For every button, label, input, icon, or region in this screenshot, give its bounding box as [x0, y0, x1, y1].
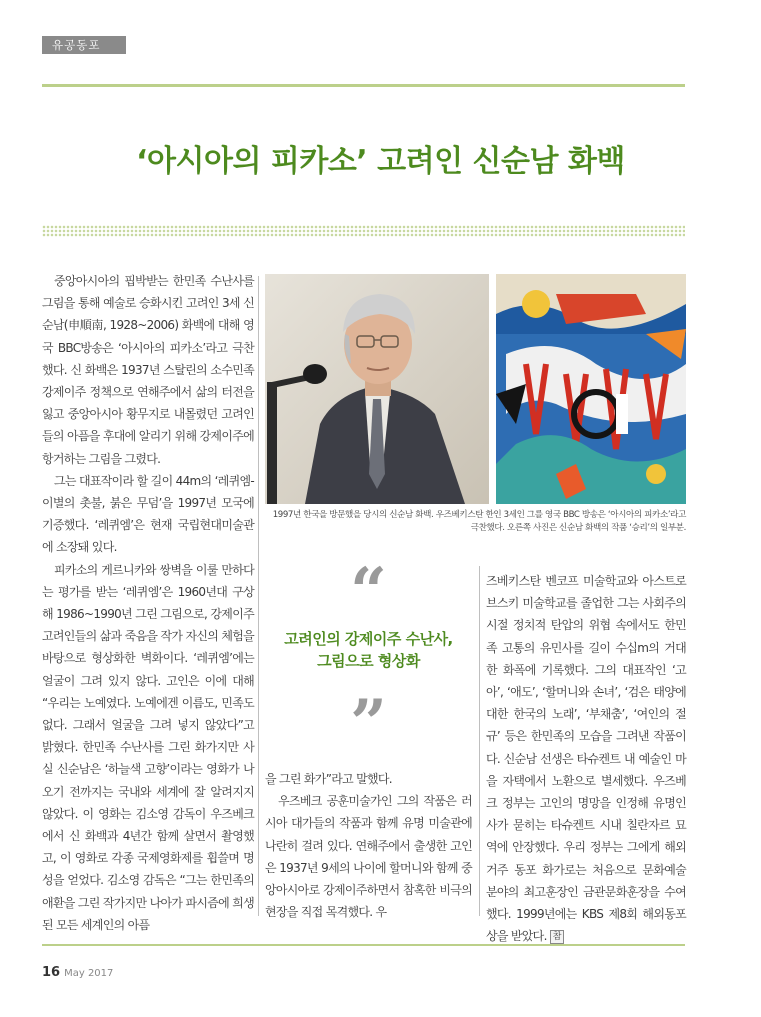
paragraph-2: 그는 대표작이라 할 길이 44m의 ‘레퀴엠-이별의 촛불, 붉은 무덤’을 1997년 모국에 기증했다. ‘레퀴엠’은 현재 국립현대미술관에 소장돼 있다. [42, 473, 254, 555]
pull-quote-line-2: 그림으로 형상화 [317, 652, 420, 670]
issue-date: May 2017 [64, 968, 114, 979]
open-quote-mark: “ [350, 554, 387, 629]
paragraph-1: 중앙아시아의 핍박받는 한민족 수난사를 그림을 통해 예술로 승화시킨 고려인 3세 신순남(申順南, 1928~2006) 화백에 대해 영국 BBC방송은 ‘아시아의 피카소’라고 극찬했다. 신 화백은 1937년 스탈린의 소수민족 강제이주 정책으로 연해주에서 삶의 터전을 잃고 중앙아시아 황무지로 내몰렸던 고려인들의 아픔을 후대에 알리기 위해 강제이주에 항거하는 그림을 그렸다. [42, 274, 254, 466]
painting-photo [496, 274, 686, 504]
top-rule [42, 84, 685, 87]
page-footer [42, 965, 113, 980]
pull-quote [265, 554, 472, 761]
column-divider-1 [258, 276, 259, 916]
column-3-body: 즈베키스탄 벤코프 미술학교와 아스트로브스키 미술학교를 졸업한 그는 사회주의 시절 정치적 탄압의 위협 속에서도 한민족 고통의 유민사를 길이 수십m의 거대한 화폭에 기록했다. 그의 대표작인 ‘고아’, ‘애도’, ‘할머니와 손녀’, ‘검은 태양에 대한 한국의 노래’, ‘부채춤’, ‘여인의 절규’ 등은 한민족의 모습을 그려낸 작품이다. 신순남 선생은 타슈켄트 내 예술인 마을 자택에서 노환으로 별세했다. 우즈베크 정부는 고인의 명망을 인정해 유명인사가 묻히는 타슈켄트 시내 칠란자르 묘역에 안장했다. 우리 정부는 그에게 해외거주 동포 화가로는 처음으로 문화예술 분야의 최고훈장인 금관문화훈장을 수여했다. 1999년에는 KBS 제8회 해외동포상을 받았다. [486, 574, 686, 944]
end-mark-icon: 참 [550, 930, 564, 944]
column-divider-2 [479, 566, 480, 916]
column-3-text [486, 570, 686, 947]
column-2-text: 을 그린 화가”라고 말했다. 우즈베크 공훈미술가인 그의 작품은 러시아 대가들의 작품과 함께 유명 미술관에 나란히 걸려 있다. 연해주에서 출생한 고인은 1937년 9세의 나이에 할머니와 함께 중앙아시아로 강제이주하면서 참혹한 비극의 현장을 직접 목격했다. 우 [265, 772, 472, 920]
photo-caption: 1997년 한국을 방문했을 당시의 신순남 화백. 우즈베키스탄 한인 3세인 그를 영국 BBC 방송은 ‘아시아의 피카소’라고 극찬했다. 오른쪽 사진은 신순남 화백의 작품 ‘승리’의 일부분. [272, 510, 686, 533]
paragraph-3: 피카소의 게르니카와 쌍벽을 이룰 만하다는 평가를 받는 ‘레퀴엠’은 1960년대 구상해 1986~1990년 그린 그림으로, 강제이주 고려인들의 삶과 죽음을 작가 자신의 체험을 바탕으로 형상화한 벽화이다. ‘레퀴엠’에는 얼굴이 그려 있지 않다. 고인은 이에 대해 “우리는 노예였다. 노예에겐 이름도, 민족도 없다. 그래서 얼굴을 그려 넣지 않았다”고 밝혔다. 한민족 수난사를 그린 화가지만 사실 신순남은 ‘하늘색 고향’이라는 영화가 나오기 전까지는 국내와 세계에 잘 알려지지 않았다. 이 영화는 김소영 감독이 우즈베크에서 신 화백과 4년간 함께 살면서 촬영했고, 이 영화로 각종 국제영화제를 휩쓸며 명성을 얻었다. 김소영 감독은 “그는 한민족의 애환을 그린 작가지만 나아가 파시즘에 희생된 모든 세계인의 아픔 [42, 562, 254, 932]
pull-quote-line-1: 고려인의 강제이주 수난사, [284, 630, 453, 648]
section-tag: 유공동포 [42, 36, 126, 54]
dotted-divider [42, 225, 685, 237]
bottom-rule [42, 944, 685, 946]
pull-quote-text [265, 628, 472, 672]
portrait-photo [265, 274, 489, 504]
page-number: 16 [42, 965, 61, 980]
article-title: ‘아시아의 피카소’ 고려인 신순남 화백 [136, 144, 625, 179]
close-quote-mark: ” [350, 686, 387, 761]
body-column-3 [486, 570, 686, 947]
body-column-1 [42, 270, 254, 936]
body-column-2 [265, 768, 472, 923]
